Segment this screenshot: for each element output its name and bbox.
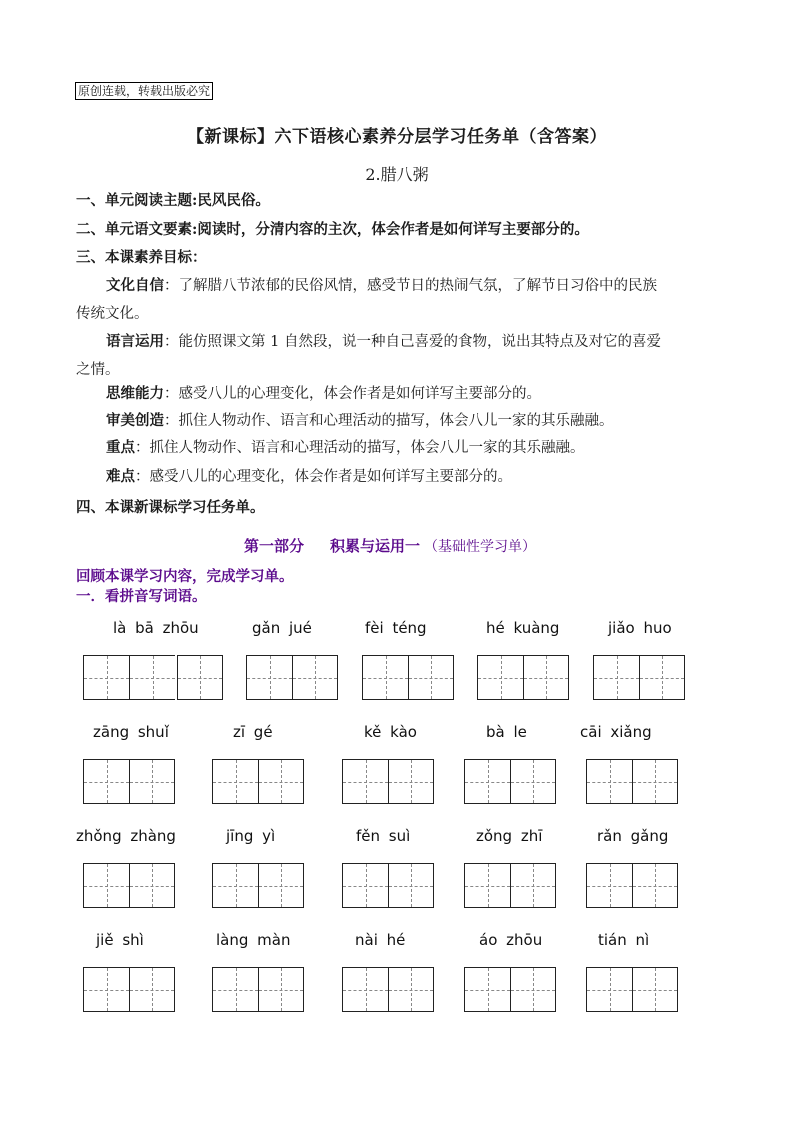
goal-aesthetic: 审美创造：抓住人物动作、语言和心理活动的描写，体会八儿一家的其乐融融。 [106,412,614,429]
section-4: 四、本课新课标学习任务单。 [76,499,265,516]
pinyin-label: jīng yì [226,827,276,845]
pinyin-label: fèi téng [365,619,427,637]
pinyin-label: là bā zhōu [113,619,199,637]
section-3: 三、本课素养目标： [76,249,207,266]
pinyin-label: tián nì [598,931,650,949]
writing-grid[interactable] [83,863,175,908]
exercise-title: 一．看拼音写词语。 [76,588,207,605]
pinyin-label: nài hé [355,931,406,949]
writing-grid[interactable] [246,655,338,700]
pinyin-label: rǎn gǎng [597,827,669,845]
writing-grid[interactable] [464,863,556,908]
instruction: 回顾本课学习内容，完成学习单。 [76,568,294,585]
writing-grid[interactable] [464,759,556,804]
writing-grid[interactable] [464,967,556,1012]
writing-grid[interactable] [362,655,454,700]
writing-grid[interactable] [83,759,175,804]
writing-grid[interactable] [477,655,569,700]
copyright-notice: 原创连载，转载出版必究 [75,82,213,100]
writing-grid[interactable] [212,967,304,1012]
writing-grid[interactable] [83,655,223,700]
goal-language-cont: 之情。 [76,362,120,378]
pinyin-label: zī gé [233,723,273,741]
writing-grid[interactable] [586,967,678,1012]
pinyin-label: zhǒng zhàng [76,827,176,845]
pinyin-label: jiǎo huo [608,619,672,637]
goal-culture: 文化自信：了解腊八节浓郁的民俗风情，感受节日的热闹气氛，了解节日习俗中的民族 [106,277,657,294]
lesson-title: 2.腊八粥 [365,165,429,184]
section-2: 二、单元语文要素:阅读时，分清内容的主次，体会作者是如何详写主要部分的。 [76,221,589,238]
goal-language: 语言运用：能仿照课文第 1 自然段，说一种自己喜爱的食物，说出其特点及对它的喜爱 [106,333,661,350]
pinyin-label: zāng shuǐ [93,723,169,741]
writing-grid[interactable] [83,967,175,1012]
goal-difficulty: 难点：感受八儿的心理变化，体会作者是如何详写主要部分的。 [106,468,512,485]
writing-grid[interactable] [586,759,678,804]
writing-grid[interactable] [593,655,685,700]
pinyin-label: bà le [486,723,527,741]
goal-thinking: 思维能力：感受八儿的心理变化，体会作者是如何详写主要部分的。 [106,385,541,402]
pinyin-label: làng màn [216,931,291,949]
pinyin-label: kě kào [364,723,417,741]
pinyin-label: hé kuàng [486,619,560,637]
writing-grid[interactable] [342,863,434,908]
writing-grid[interactable] [212,759,304,804]
pinyin-label: gǎn jué [252,619,312,637]
page-title: 【新课标】六下语核心素养分层学习任务单（含答案） [187,127,607,147]
writing-grid[interactable] [342,967,434,1012]
writing-grid[interactable] [342,759,434,804]
part-heading: 第一部分 积累与运用一 （基础性学习单） [244,537,537,555]
pinyin-label: fěn suì [356,827,411,845]
pinyin-label: zǒng zhī [476,827,543,845]
pinyin-label: cāi xiǎng [580,723,652,741]
section-1: 一、单元阅读主题:民风民俗。 [76,192,270,209]
pinyin-label: jiě shì [96,931,144,949]
goal-key-point: 重点：抓住人物动作、语言和心理活动的描写，体会八儿一家的其乐融融。 [106,439,585,456]
writing-grid[interactable] [212,863,304,908]
writing-grid[interactable] [586,863,678,908]
goal-culture-cont: 传统文化。 [76,306,149,322]
pinyin-label: áo zhōu [479,931,543,949]
